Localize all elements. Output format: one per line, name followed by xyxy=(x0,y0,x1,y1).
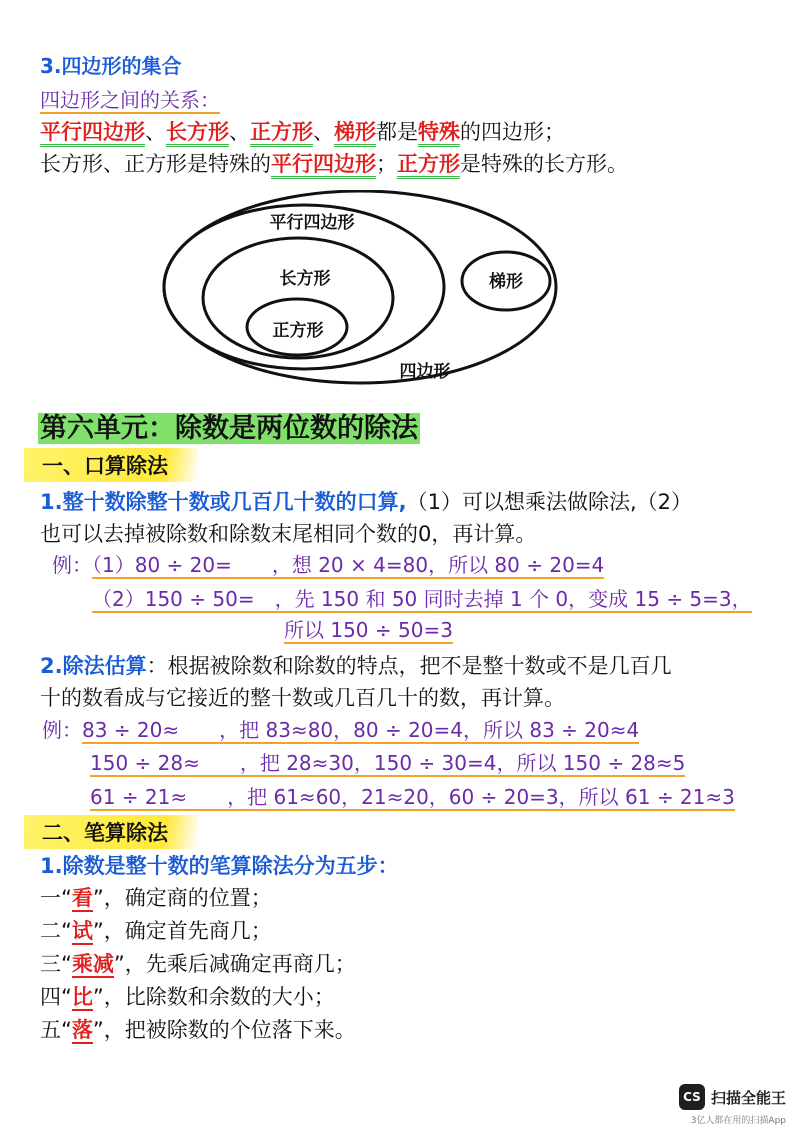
quote-open: “ xyxy=(61,919,72,943)
step-keyword: 看 xyxy=(71,886,93,910)
relation-line-2 xyxy=(40,148,628,178)
term-square: 正方形 xyxy=(397,152,460,179)
step-number: 五 xyxy=(40,1018,61,1042)
example-2-line-1 xyxy=(42,714,639,743)
scanner-watermark xyxy=(679,1084,786,1110)
term-parallelogram: 平行四边形 xyxy=(271,152,376,179)
quote-open: “ xyxy=(61,952,72,976)
paragraph-2-line-2: 十的数看成与它接近的整十数或几百几十的数，再计算。 xyxy=(40,686,565,710)
rule-title: 2.除法估算 xyxy=(40,654,147,678)
quote-open: “ xyxy=(61,1018,72,1042)
term-trapezoid: 梯形 xyxy=(334,120,376,147)
quadrilateral-set-diagram xyxy=(150,190,580,400)
text-segment: 是特殊的长方形。 xyxy=(460,152,628,176)
step-item xyxy=(40,948,356,981)
term-special: 特殊 xyxy=(418,120,460,147)
text-segment: 都是 xyxy=(376,120,418,144)
comma: 、 xyxy=(313,120,334,144)
step-number: 四 xyxy=(40,985,61,1009)
paragraph-2-line-1 xyxy=(40,650,672,680)
step-number: 三 xyxy=(40,952,61,976)
step-item xyxy=(40,981,356,1014)
quote-close: ” xyxy=(92,985,104,1009)
example-text: 83 ÷ 20≈ ，把 83≈80，80 ÷ 20=4，所以 83 ÷ 20≈4 xyxy=(82,718,640,742)
example-text: （2）150 ÷ 50= ，先 150 和 50 同时去掉 1 个 0，变成 15 ÷ 5=3， xyxy=(92,587,752,611)
paragraph-3: 1.除数是整十数的笔算除法分为五步： xyxy=(40,854,399,878)
scanner-tagline: 3亿人都在用的扫描App xyxy=(690,1116,786,1126)
paragraph-1-line-2: 也可以去掉被除数和除数末尾相同个数的0，再计算。 xyxy=(40,522,537,546)
step-text: ，先乘后减确定再商几； xyxy=(124,952,356,976)
example-text: （1）80 ÷ 20= ，想 20 × 4=80，所以 80 ÷ 20=4 xyxy=(92,553,605,577)
example-1-line-2 xyxy=(92,583,752,612)
text-segment: ； xyxy=(376,152,397,176)
step-item xyxy=(40,882,356,915)
quote-close: ” xyxy=(92,919,104,943)
rule-text: ：根据被除数和除数的特点，把不是整十数或不是几百几 xyxy=(146,654,672,678)
steps-list xyxy=(40,882,356,1047)
step-text: ，确定首先商几； xyxy=(103,919,272,943)
label-rectangle: 长方形 xyxy=(279,269,331,289)
example-2-line-3 xyxy=(90,781,735,810)
label-trapezoid: 梯形 xyxy=(489,272,523,292)
label-quadrilateral: 四边形 xyxy=(399,362,451,382)
subtitle-text: 四边形之间的关系： xyxy=(40,88,220,112)
example-2-line-2 xyxy=(90,747,685,776)
text-segment: 的四边形； xyxy=(460,120,565,144)
scanner-app-name: 扫描全能王 xyxy=(710,1088,786,1107)
relation-line-1 xyxy=(40,116,565,146)
heading-oral-division: 一、口算除法 xyxy=(24,448,198,482)
paragraph-1-line-1 xyxy=(40,486,692,516)
section-title: 3.四边形的集合 xyxy=(40,54,182,78)
example-1-line-3 xyxy=(284,614,453,643)
text-segment: 长方形、正方形是特殊的 xyxy=(40,152,271,176)
rule-title: 1.整十数除整十数或几百几十数的口算, xyxy=(40,490,407,514)
step-text: ，比除数和余数的大小； xyxy=(103,985,335,1009)
quote-open: “ xyxy=(61,886,72,910)
example-1-line-1 xyxy=(52,549,604,578)
example-text: 150 ÷ 28≈ ，把 28≈30，150 ÷ 30=4，所以 150 ÷ 28≈5 xyxy=(90,751,686,775)
unit-title xyxy=(38,406,420,445)
quote-close: ” xyxy=(92,886,104,910)
example-text: 所以 150 ÷ 50=3 xyxy=(284,618,453,642)
quote-open: “ xyxy=(61,985,72,1009)
step-keyword: 乘减 xyxy=(71,952,114,976)
step-keyword: 试 xyxy=(71,919,93,943)
step-keyword: 比 xyxy=(71,985,93,1009)
label-parallelogram: 平行四边形 xyxy=(269,213,355,233)
comma: 、 xyxy=(229,120,250,144)
step-number: 一 xyxy=(40,886,61,910)
section-subtitle xyxy=(40,84,220,113)
step-item xyxy=(40,1014,356,1047)
rule-text: （1）可以想乘法做除法,（2） xyxy=(406,490,692,514)
step-keyword: 落 xyxy=(71,1018,93,1042)
example-label: 例： xyxy=(52,553,92,577)
term-parallelogram: 平行四边形 xyxy=(40,120,145,147)
quote-close: ” xyxy=(113,952,125,976)
term-rectangle: 长方形 xyxy=(166,120,229,147)
term-square: 正方形 xyxy=(250,120,313,147)
example-text: 61 ÷ 21≈ ，把 61≈60，21≈20，60 ÷ 20=3，所以 61 ÷ 21≈3 xyxy=(90,785,735,809)
unit-title-text: 第六单元：除数是两位数的除法 xyxy=(40,413,418,444)
step-text: ，把被除数的个位落下来。 xyxy=(103,1018,356,1042)
step-item xyxy=(40,915,356,948)
quote-close: ” xyxy=(92,1018,104,1042)
step-text: ，确定商的位置； xyxy=(103,886,272,910)
example-label: 例： xyxy=(42,718,82,742)
label-square: 正方形 xyxy=(272,321,324,341)
scanner-logo-icon: CS xyxy=(679,1084,705,1110)
step-number: 二 xyxy=(40,919,61,943)
heading-written-division: 二、笔算除法 xyxy=(24,815,198,849)
comma: 、 xyxy=(145,120,166,144)
